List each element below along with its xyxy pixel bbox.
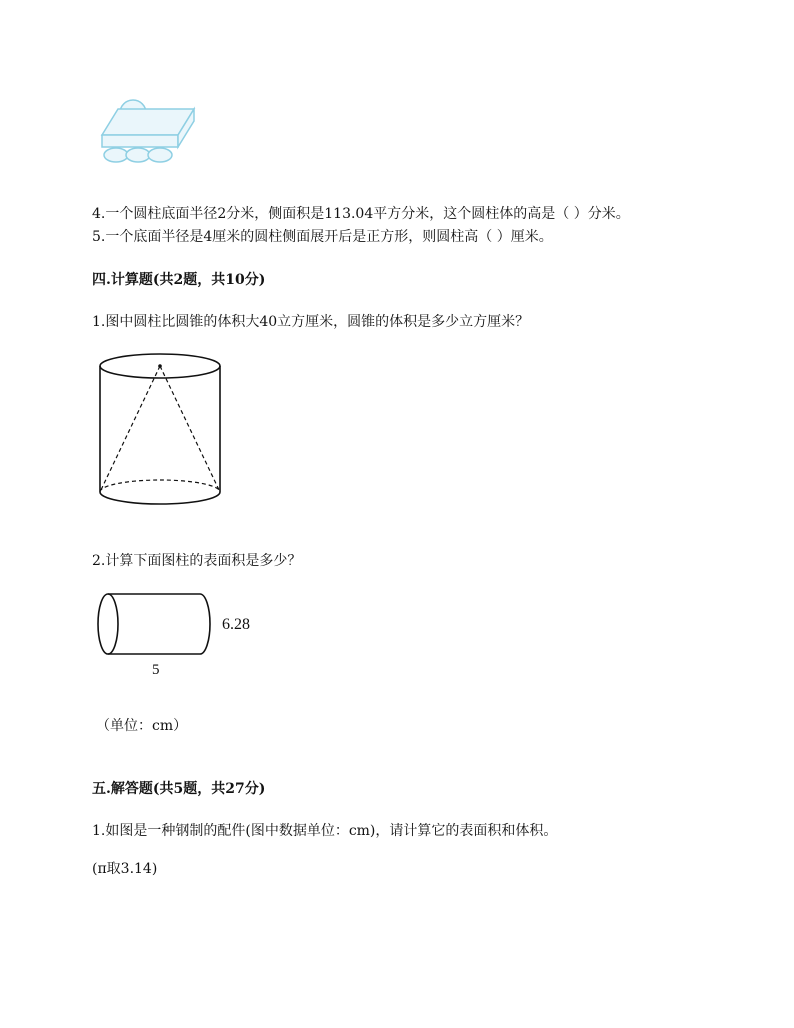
unit-note: （单位：cm） — [96, 718, 188, 734]
question-5-text: 5.一个底面半径是4厘米的圆柱侧面展开后是正方形，则圆柱高（ ）厘米。 — [92, 229, 553, 245]
calc-question-2-text: 2.计算下面图柱的表面积是多少？ — [92, 553, 302, 569]
section-5-heading: 五.解答题(共5题，共27分) — [92, 781, 266, 797]
question-4-text: 4.一个圆柱底面半径2分米，侧面积是113.04平方分米，这个圆柱体的高是（ ）分米。 — [92, 206, 630, 222]
section-4-heading: 四.计算题(共2题，共10分) — [92, 272, 266, 288]
circumference-label: 6.28 — [222, 616, 250, 633]
pi-note: (π取3.14) — [92, 861, 158, 877]
horizontal-cylinder-figure — [96, 592, 226, 662]
length-label: 5 — [152, 662, 160, 678]
cylinder-with-cone-figure — [96, 350, 226, 510]
board-with-balls-clipart — [98, 97, 198, 167]
calc-question-1-text: 1.图中圆柱比圆锥的体积大40立方厘米，圆锥的体积是多少立方厘米？ — [92, 314, 530, 330]
answer-question-1-text: 1.如图是一种钢制的配件(图中数据单位：cm)，请计算它的表面积和体积。 — [92, 823, 558, 839]
